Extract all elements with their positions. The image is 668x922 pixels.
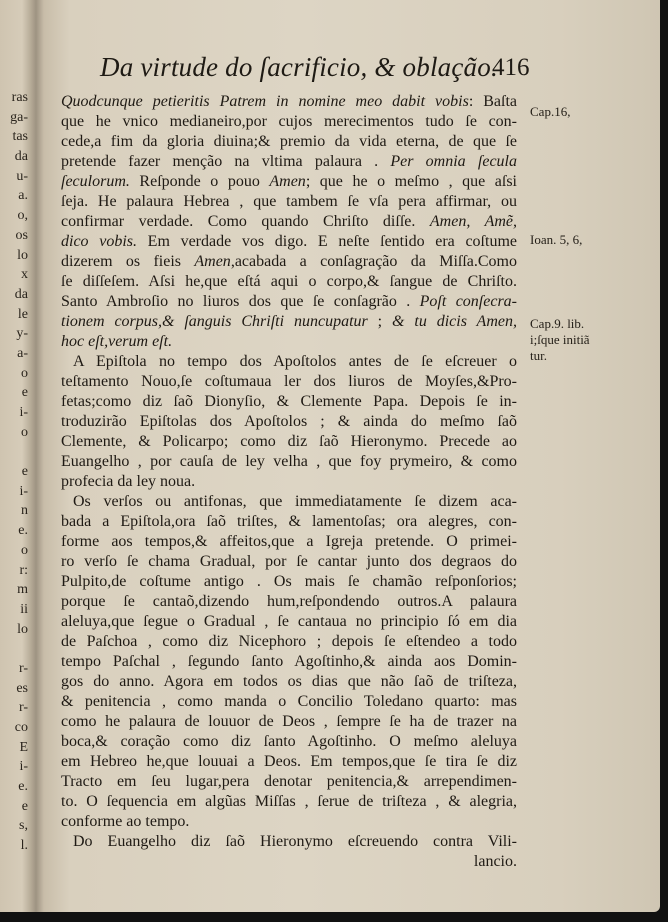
- text-segment: : Baſta: [468, 93, 517, 110]
- latin-italic-text: Quodcunque petieritis Patrem in nomine meo dabit vobis: [61, 93, 469, 110]
- facing-page-fragment: ras: [11, 90, 28, 105]
- text-line: [61, 112, 517, 132]
- text-segment: gos do anno. Agora em todos os dias que não ſaõ de triſteza,: [61, 673, 517, 690]
- facing-page-fragment: i-: [19, 759, 28, 775]
- text-line: [61, 672, 517, 692]
- text-segment: Em verdade vos digo. E neſte ſentido era coſtume: [137, 233, 517, 250]
- facing-page-fragment: e.: [18, 779, 28, 795]
- text-line: [61, 172, 517, 192]
- text-segment: confirmar verdade. Como quando Chriſto diſſe.: [61, 213, 430, 230]
- page-header: [100, 52, 530, 92]
- facing-page-fragment: a.: [18, 188, 28, 204]
- text-segment: Do Euangelho diz ſaõ Hieronymo eſcreuendo contra Vili-: [73, 833, 517, 850]
- facing-page-fragment: [0, 442, 28, 462]
- text-segment: fetas;como diz ſaõ Dionyſio, & Clemente Papa. Depois ſe in-: [61, 393, 517, 410]
- text-segment: ſeja. He palaura Hebrea , que tambem ſe vſa pera affirmar, ou: [61, 193, 517, 210]
- text-line: [61, 692, 517, 712]
- facing-page-fragment: [0, 639, 28, 659]
- text-line: [61, 792, 517, 812]
- facing-page-fragment: i-: [19, 405, 28, 420]
- text-line: [61, 592, 517, 612]
- text-segment: ſe diſſeſem. Aſsi he,que eſtá aqui o corpo,& ſangue de Chriſto.: [61, 273, 517, 290]
- facing-page-fragment: le: [17, 306, 28, 322]
- latin-italic-text: Per omnia ſecula: [390, 153, 517, 170]
- text-segment: bada a Epiſtola,ora ſaõ triſtes, & lamentoſas; ora alegres, con-: [61, 513, 517, 530]
- body-text: [61, 92, 517, 872]
- margin-note: tur.: [530, 348, 547, 363]
- text-segment: Tracto em ſeu lugar,pera denotar penitencia,& arrependimen-: [61, 773, 517, 790]
- text-segment: troduzirão Epiſtolas dos Apoſtolos ; & ainda do meſmo ſaõ: [61, 413, 517, 430]
- facing-page-fragment: lo: [17, 621, 28, 637]
- text-segment: em Hebreo he,que louuai a Deos. Em tempos,que ſe tira ſe diz: [61, 753, 517, 770]
- text-line: [61, 852, 517, 872]
- latin-italic-text: hoc eſt,verum eſt.: [61, 333, 173, 350]
- text-line: [61, 652, 517, 672]
- text-segment: to. O ſequencia em algũas Miſſas , ſerue de triſteza , & alegria,: [61, 793, 517, 810]
- facing-page-fragment: co: [14, 720, 28, 735]
- text-line: [61, 352, 517, 372]
- text-segment: ,acabada a conſagração da Miſſa.Como: [230, 253, 517, 270]
- facing-page-fragment: a-: [17, 345, 28, 361]
- text-segment: Reſponde o pouo: [129, 173, 270, 190]
- text-line: [61, 372, 517, 392]
- text-segment: pretende fazer menção na vltima palaura .: [61, 153, 391, 170]
- text-line: [61, 572, 517, 592]
- latin-italic-text: & tu dicis Amen,: [392, 313, 517, 330]
- facing-page-fragment: ii: [20, 601, 28, 617]
- latin-italic-text: Amen, Amẽ,: [429, 213, 517, 230]
- facing-page-fragment: e: [21, 798, 28, 814]
- text-line: [61, 192, 517, 212]
- facing-page-fragment: r:: [19, 562, 28, 578]
- text-line: [61, 832, 517, 852]
- facing-page-fragment: m: [17, 582, 28, 598]
- text-segment: de Paſchoa , como diz Nicephoro ; depois ſe eſtendeo a todo: [61, 633, 517, 650]
- text-segment: boca,& coração como diz ſanto Agoſtinho. O meſmo aleluya: [61, 733, 517, 750]
- facing-page-fragment: E: [19, 739, 28, 755]
- text-line: [61, 412, 517, 432]
- text-segment: teſtamento Nouo,ſe coſtumaua ler dos liuros de Moyſes,&Pro-: [61, 373, 517, 390]
- text-segment: lancio.: [473, 853, 517, 870]
- text-line: [61, 632, 517, 652]
- facing-page-fragment: tas: [12, 129, 28, 145]
- page-number: 416: [492, 54, 530, 81]
- text-segment: A Epiſtola no tempo dos Apoſtolos antes de ſe eſcreuer o: [73, 353, 517, 370]
- latin-italic-text: Amen: [269, 173, 306, 190]
- text-line: [61, 612, 517, 632]
- text-line: [61, 252, 517, 272]
- running-title: Da virtude do ſacrificio, & oblação.: [100, 52, 498, 82]
- facing-page-fragment: u-: [16, 168, 28, 184]
- latin-italic-text: Poſt conſecra-: [419, 293, 517, 310]
- text-segment: Pulpito,de coſtume antigo . Os mais ſe chamão reſponſorios;: [61, 573, 517, 590]
- facing-page-fragment: os: [15, 227, 28, 243]
- text-segment: ro verſo ſe chama Gradual, por ſe cantar junto dos degraos do: [61, 553, 517, 570]
- text-segment: ; que he o meſmo , que aſsi: [305, 173, 517, 190]
- facing-page-fragment: o: [21, 365, 28, 381]
- facing-page-fragment: l.: [20, 838, 28, 854]
- text-line: [61, 492, 517, 512]
- text-line: [61, 312, 517, 332]
- margin-note: i;ſque initiã: [530, 332, 590, 347]
- facing-page-fragment: y-: [16, 326, 28, 342]
- text-segment: Clemente, & Policarpo; como diz ſaõ Hieronymo. Precede ao: [61, 433, 517, 450]
- facing-page-fragment: x: [21, 267, 28, 283]
- facing-page-fragment: o,: [17, 208, 28, 224]
- facing-page-fragment: n: [21, 503, 28, 519]
- text-segment: tempo Paſchal , ſegundo ſanto Agoſtinho,& ainda aos Domin-: [61, 653, 517, 670]
- latin-italic-text: ſeculorum.: [61, 173, 130, 190]
- text-segment: Os verſos ou antifonas, que immediatamente ſe dizem aca-: [73, 493, 517, 510]
- text-line: [61, 732, 517, 752]
- facing-page-fragment: da: [14, 149, 28, 165]
- text-segment: Santo Ambroſio no liuros dos que ſe conſagrão .: [61, 293, 420, 310]
- facing-page-fragment: o: [21, 424, 28, 440]
- text-line: [61, 772, 517, 792]
- text-line: [61, 752, 517, 772]
- text-line: [61, 452, 517, 472]
- text-segment: como he palaura de louuor de Deos , ſempre ſe ha de trazer na: [61, 713, 517, 730]
- text-line: [61, 332, 517, 352]
- text-line: [61, 132, 517, 152]
- margin-note: Ioan. 5, 6,: [530, 232, 583, 247]
- facing-page-fragment: lo: [17, 247, 28, 263]
- latin-italic-text: Amen: [194, 253, 231, 270]
- text-segment: dizerem os fieis: [61, 253, 195, 270]
- text-line: [61, 812, 517, 832]
- margin-note: Cap.16,: [530, 104, 571, 119]
- facing-page-fragment: e: [21, 464, 28, 480]
- facing-page-fragment: ga-: [10, 109, 28, 125]
- text-segment: Euangelho , por cauſa de ley velha , que foy prymeiro, & como: [61, 453, 517, 470]
- text-segment: profecia da ley noua.: [61, 473, 196, 490]
- latin-italic-text: tionem corpus,& ſanguis Chriſti nuncupatur: [61, 313, 368, 330]
- text-line: [61, 432, 517, 452]
- text-line: [61, 552, 517, 572]
- facing-page-fragment: i-: [19, 483, 28, 499]
- facing-page-fragment: da: [14, 286, 28, 302]
- text-segment: conforme ao tempo.: [61, 813, 190, 830]
- text-line: [61, 152, 517, 172]
- facing-page-fragment: e.: [18, 523, 28, 539]
- text-line: [61, 532, 517, 552]
- text-line: [61, 292, 517, 312]
- text-segment: cede,a fim da gloria diuina;& premio da vida eterna, de que ſe: [61, 133, 517, 150]
- facing-page-fragment: r-: [18, 660, 28, 676]
- text-line: [61, 232, 517, 252]
- text-line: [61, 712, 517, 732]
- text-line: [61, 472, 517, 492]
- text-segment: aleluya,que ſegue o Gradual , ſe cantaua no principio ſó em dia: [61, 613, 517, 630]
- facing-page-fragment: es: [16, 680, 28, 696]
- text-segment: que he vnico medianeiro,por cujos merecimentos tudo ſe con-: [61, 113, 517, 130]
- facing-page-fragment: r-: [18, 700, 28, 716]
- text-segment: & penitencia , como manda o Concilio Toledano quarto: mas: [61, 693, 517, 710]
- text-segment: forme aos tempos,& affeitos,que a Igreja pretende. O primei-: [61, 533, 517, 550]
- text-line: [61, 512, 517, 532]
- facing-page-fragment: e: [21, 385, 28, 401]
- margin-note: Cap.9. lib.: [530, 316, 585, 331]
- text-line: [61, 392, 517, 412]
- text-line: [61, 272, 517, 292]
- text-line: [61, 212, 517, 232]
- facing-page-edge: [0, 88, 28, 856]
- facing-page-fragment: s,: [19, 818, 28, 834]
- text-segment: porque ſe cantaõ,dizendo hum,reſpondendo outros.A palaura: [61, 593, 517, 610]
- text-line: [61, 92, 517, 112]
- facing-page-fragment: o: [21, 542, 28, 558]
- latin-italic-text: dico vobis.: [61, 233, 137, 250]
- text-segment: ;: [367, 313, 393, 330]
